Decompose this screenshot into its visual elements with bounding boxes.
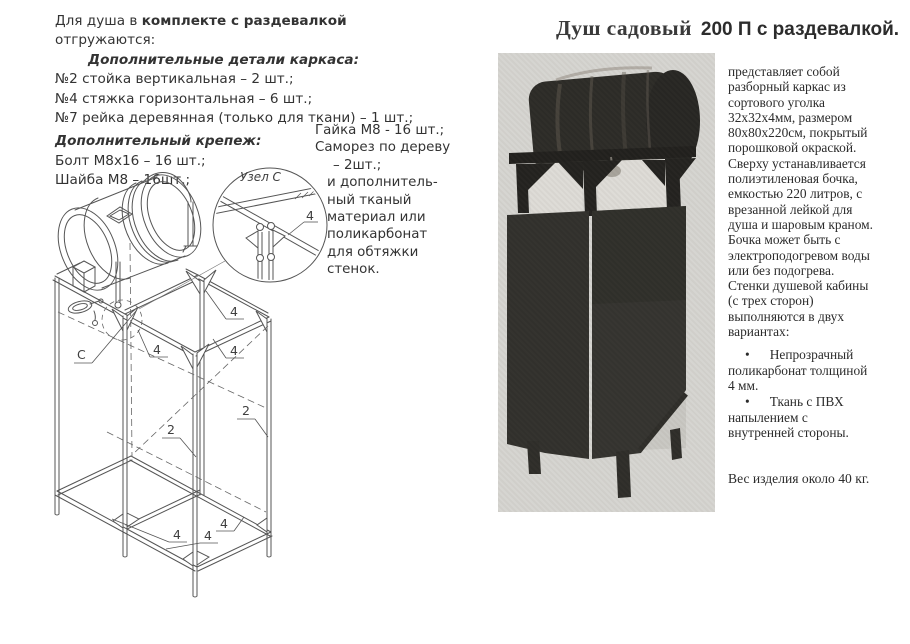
intro-line: Для душа в комплекте с раздевалкой отгружаются: [55,13,347,49]
desc-line: душа и шаровым краном. [728,216,873,232]
fastener-item: Болт М8х16 – 16 шт.; [55,152,206,169]
desc-line: Сверху устанавливается [728,155,866,171]
drawing-label-2: 2 [167,422,175,437]
desc-line: врезанной лейкой для [728,201,853,217]
mid-line: ный тканый [327,192,412,208]
product-photo-graphic [498,53,715,512]
bullet-icon: • [745,347,750,363]
bullet-item: • Ткань с ПВХ [728,394,910,409]
fasteners-heading: Дополнительный крепеж: [55,133,262,150]
mid-line: материал или [327,210,426,226]
drawing-label-2: 2 [242,403,250,418]
desc-line: вариантах: [728,324,790,340]
desc-line: сортового уголка [728,94,825,110]
title-sans-part: 200 П с раздевалкой. [700,19,900,40]
assembly-line-drawing [0,0,360,644]
mid-line: Гайка М8 - 16 шт.; [315,123,445,138]
drawing-label-4: 4 [153,342,161,357]
desc-line: или без подогрева. [728,262,835,278]
desc-line: разборный каркас из [728,79,846,95]
mid-line: – 2шт.; [333,157,382,173]
desc-line: 32х32х4мм, размером [728,109,853,125]
drawing-label-4: 4 [173,527,181,542]
drawing-label-4: 4 [230,304,238,319]
mid-line: поликарбонат [327,227,428,243]
desc-line: выполняются в двух [728,308,845,324]
weight-note: Вес изделия около 40 кг. [728,471,870,486]
bullet-line: 4 мм. [728,377,759,393]
bullet-icon: • [745,394,750,410]
frame-part-item: №7 рейка деревянная (только для ткани) – 1 шт.; [55,110,414,127]
frame-part-item: №2 стойка вертикальная – 2 шт.; [55,71,294,88]
product-photo [498,53,715,512]
desc-line: (с трех сторон) [728,293,814,309]
bullet-line: напылением с [728,409,808,425]
page-title [556,16,899,41]
desc-line: Бочка может быть с [728,232,841,248]
mid-line: стенок. [327,262,380,278]
bullet-line: внутренней стороны. [728,424,849,440]
drawing-label-4: 4 [306,208,314,223]
mid-line: и дополнитель- [327,175,438,191]
drawing-label-4: 4 [204,528,212,543]
title-serif-part: Душ садовый [556,16,692,40]
desc-line: полиэтиленовая бочка, [728,171,858,187]
desc-line: Стенки душевой кабины [728,278,869,294]
description-column [728,64,910,440]
frame-part-item: №4 стяжка горизонтальная – 6 шт.; [55,90,313,107]
fastener-item: Шайба М8 – 16шт.; [55,172,191,189]
desc-line: порошковой окраской. [728,140,857,156]
drawing-label-c: С [77,347,86,362]
drawing-label-4: 4 [230,343,238,358]
desc-line: электроподогревом воды [728,247,870,263]
mid-line: для обтяжки [327,244,419,260]
mid-line: Саморез по дереву [315,140,451,156]
frame-parts-heading: Дополнительные детали каркаса: [88,51,359,68]
bullet-item: • Непрозрачный [728,347,910,362]
node-detail-label: Узел С [240,170,281,184]
desc-line: емкостью 220 литров, с [728,186,863,202]
desc-line: представляет собой [728,64,840,79]
desc-line: 80х80х220см, покрытый [728,125,868,141]
drawing-label-4: 4 [220,516,228,531]
bullet-line: поликарбонат толщиной [728,362,868,378]
